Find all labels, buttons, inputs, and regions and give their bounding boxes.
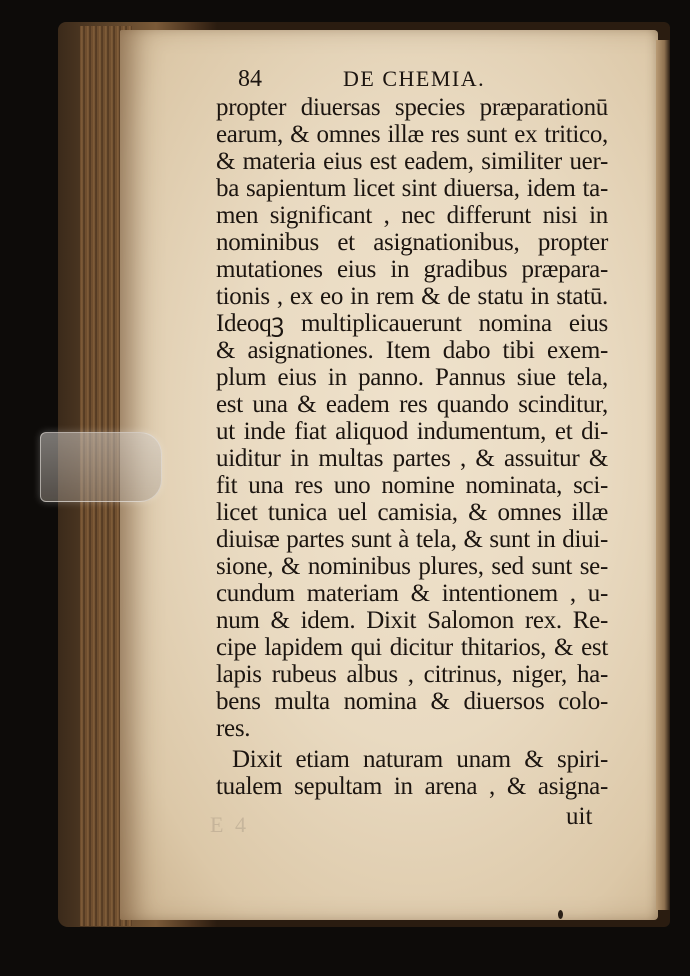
text-line: mutationes eius in gradibus præpara- xyxy=(216,256,608,283)
text-line: fit una res uno nomine nominata, sci- xyxy=(216,472,608,499)
text-line: & materia eius est eadem, similiter uer- xyxy=(216,148,608,175)
bleed-through-signature: E 4 xyxy=(210,812,249,837)
paragraph-first-line: Dixit etiam naturam unam & spiri- xyxy=(232,746,608,773)
text-line: tionis , ex eo in rem & de statu in statū. xyxy=(216,283,608,310)
text-line: ut inde fiat aliquod indumentum, et di- xyxy=(216,418,608,445)
text-line: men significant , nec differunt nisi in xyxy=(216,202,608,229)
text-line: earum, & omnes illæ res sunt ex tritico, xyxy=(216,121,608,148)
text-line: bens multa nomina & diuersos colo- xyxy=(216,688,608,715)
text-line: licet tunica uel camisia, & omnes illæ xyxy=(216,499,608,526)
text-line: Ideoqꝫ multiplicauerunt nomina eius xyxy=(216,310,608,337)
page-number: 84 xyxy=(238,66,262,92)
text-line: cipe lapidem qui dicitur thitarios, & est xyxy=(216,634,608,661)
text-line: lapis rubeus albus , citrinus, niger, ha- xyxy=(216,661,608,688)
text-line: est una & eadem res quando scinditur, xyxy=(216,391,608,418)
text-line: uiditur in multas partes , & assuitur & xyxy=(216,445,608,472)
running-title: DE CHEMIA. xyxy=(343,66,486,91)
page-tab-marker xyxy=(40,432,162,502)
text-line: nominibus et asignationibus, propter xyxy=(216,229,608,256)
text-line: res. xyxy=(216,715,251,742)
text-line: & asignationes. Item dabo tibi exem- xyxy=(216,337,608,364)
catchword: uit xyxy=(566,803,593,830)
text-line: propter diuersas species præparationū xyxy=(216,94,608,121)
text-line: ba sapientum licet sint diuersa, idem ta- xyxy=(216,175,608,202)
text-line: cundum materiam & intentionem , u- xyxy=(216,580,608,607)
text-line: plum eius in panno. Pannus siue tela, xyxy=(216,364,608,391)
ink-mark xyxy=(558,910,563,919)
page-right-edge xyxy=(656,40,670,910)
text-line: tualem sepultam in arena , & asigna- xyxy=(216,773,608,800)
text-line: num & idem. Dixit Salomon rex. Re- xyxy=(216,607,608,634)
text-line: sione, & nominibus plures, sed sunt se- xyxy=(216,553,608,580)
text-line: diuisæ partes sunt à tela, & sunt in diui- xyxy=(216,526,608,553)
